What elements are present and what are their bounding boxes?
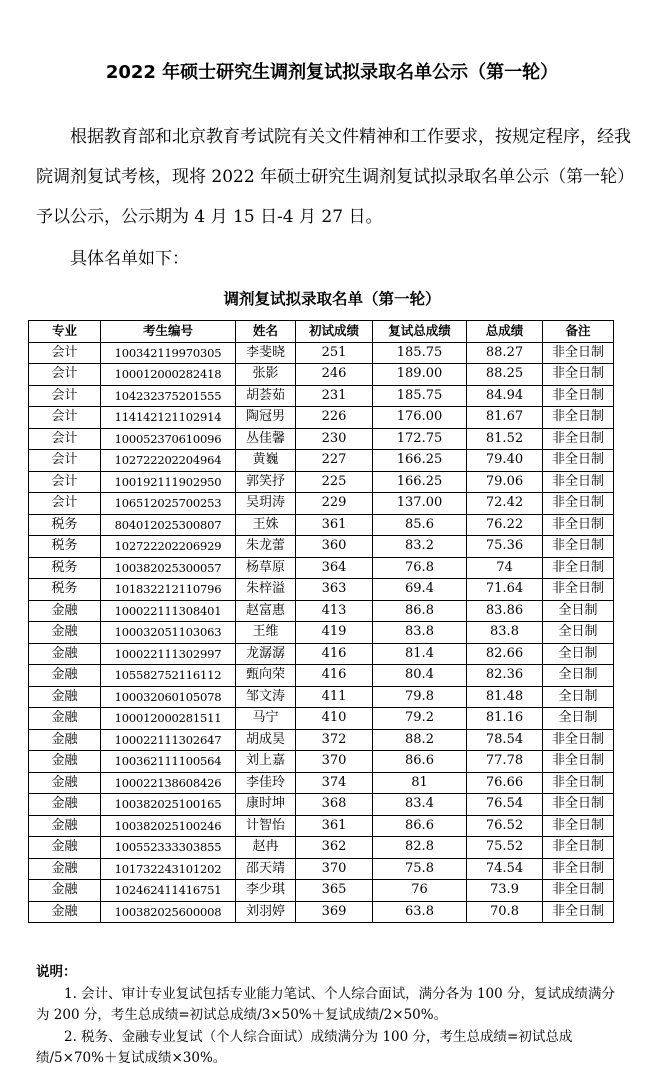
- cell-remark: 非全日制: [543, 579, 614, 601]
- cell-initial-score: 370: [296, 858, 373, 880]
- cell-major: 金融: [29, 665, 101, 687]
- cell-retest-score: 83.4: [373, 794, 467, 816]
- cell-major: 金融: [29, 708, 101, 730]
- table-header-row: [29, 321, 614, 343]
- cell-name: 计智怡: [236, 815, 296, 837]
- cell-retest-score: 185.75: [373, 385, 467, 407]
- table-row: [29, 751, 614, 773]
- cell-major: 会计: [29, 471, 101, 493]
- note-item: 1. 会计、审计专业复试包括专业能力笔试、个人综合面试，满分各为 100 分，复试成绩满分为 200 分，考生总成绩=初试总成绩/3×50%＋复试成绩/2×50%。: [36, 985, 616, 1023]
- cell-initial-score: 372: [296, 729, 373, 751]
- cell-name: 李斐晓: [236, 342, 296, 364]
- cell-major: 税务: [29, 557, 101, 579]
- table-row: [29, 815, 614, 837]
- cell-total-score: 75.36: [467, 536, 543, 558]
- cell-candidate-id: 102462411416751: [101, 880, 236, 902]
- header-candidate-id: 考生编号: [101, 321, 236, 343]
- cell-name: 杨草原: [236, 557, 296, 579]
- cell-initial-score: 411: [296, 686, 373, 708]
- cell-name: 刘羽婷: [236, 901, 296, 923]
- admission-table: [28, 320, 614, 923]
- cell-remark: 非全日制: [543, 729, 614, 751]
- cell-retest-score: 75.8: [373, 858, 467, 880]
- table-row: [29, 858, 614, 880]
- cell-candidate-id: 114142121102914: [101, 407, 236, 429]
- cell-retest-score: 86.6: [373, 815, 467, 837]
- cell-total-score: 81.16: [467, 708, 543, 730]
- header-major: 专业: [29, 321, 101, 343]
- cell-remark: 非全日制: [543, 751, 614, 773]
- header-name: 姓名: [236, 321, 296, 343]
- table-row: [29, 557, 614, 579]
- cell-candidate-id: 100382025300057: [101, 557, 236, 579]
- table-row: [29, 729, 614, 751]
- cell-remark: 非全日制: [543, 557, 614, 579]
- cell-remark: 非全日制: [543, 837, 614, 859]
- cell-major: 会计: [29, 364, 101, 386]
- cell-major: 金融: [29, 751, 101, 773]
- cell-retest-score: 83.8: [373, 622, 467, 644]
- cell-initial-score: 374: [296, 772, 373, 794]
- cell-major: 金融: [29, 858, 101, 880]
- cell-total-score: 73.9: [467, 880, 543, 902]
- cell-major: 金融: [29, 729, 101, 751]
- table-row: [29, 536, 614, 558]
- table-row: [29, 901, 614, 923]
- cell-remark: 全日制: [543, 665, 614, 687]
- header-initial-score: 初试成绩: [296, 321, 373, 343]
- cell-initial-score: 225: [296, 471, 373, 493]
- table-row: [29, 600, 614, 622]
- table-row: [29, 364, 614, 386]
- cell-candidate-id: 106512025700253: [101, 493, 236, 515]
- cell-candidate-id: 100022111302997: [101, 643, 236, 665]
- cell-major: 会计: [29, 428, 101, 450]
- cell-retest-score: 185.75: [373, 342, 467, 364]
- cell-candidate-id: 100032051103063: [101, 622, 236, 644]
- notes-heading: 说明：: [36, 964, 77, 980]
- cell-name: 邵天靖: [236, 858, 296, 880]
- intro-text: 根据教育部和北京教育考试院有关文件精神和工作要求，按规定程序，经我院调剂复试考核，现将 2022 年硕士研究生调剂复试拟录取名单公示（第一轮）予以公示，公示期为 4 月 15 日-4 月 27 日。: [36, 127, 635, 227]
- header-total-score: 总成绩: [467, 321, 543, 343]
- list-lead-text: 具体名单如下：: [70, 249, 189, 269]
- cell-remark: 非全日制: [543, 493, 614, 515]
- cell-major: 会计: [29, 450, 101, 472]
- cell-major: 金融: [29, 901, 101, 923]
- cell-candidate-id: 100022111302647: [101, 729, 236, 751]
- table-row: [29, 579, 614, 601]
- cell-initial-score: 230: [296, 428, 373, 450]
- cell-initial-score: 413: [296, 600, 373, 622]
- cell-name: 马宁: [236, 708, 296, 730]
- table-title: 调剂复试拟录取名单（第一轮）: [223, 290, 441, 308]
- cell-total-score: 70.8: [467, 901, 543, 923]
- cell-initial-score: 361: [296, 815, 373, 837]
- cell-major: 金融: [29, 622, 101, 644]
- cell-name: 赵富惠: [236, 600, 296, 622]
- cell-total-score: 76.66: [467, 772, 543, 794]
- cell-candidate-id: 100012000282418: [101, 364, 236, 386]
- cell-initial-score: 246: [296, 364, 373, 386]
- cell-major: 税务: [29, 514, 101, 536]
- cell-retest-score: 69.4: [373, 579, 467, 601]
- cell-candidate-id: 100032060105078: [101, 686, 236, 708]
- cell-total-score: 84.94: [467, 385, 543, 407]
- cell-major: 会计: [29, 385, 101, 407]
- cell-major: 会计: [29, 342, 101, 364]
- cell-total-score: 81.67: [467, 407, 543, 429]
- cell-name: 李少琪: [236, 880, 296, 902]
- table-row: [29, 450, 614, 472]
- cell-remark: 非全日制: [543, 514, 614, 536]
- cell-candidate-id: 100382025600008: [101, 901, 236, 923]
- cell-remark: 非全日制: [543, 815, 614, 837]
- cell-retest-score: 80.4: [373, 665, 467, 687]
- cell-remark: 全日制: [543, 600, 614, 622]
- cell-remark: 非全日制: [543, 772, 614, 794]
- cell-total-score: 83.8: [467, 622, 543, 644]
- cell-total-score: 74.54: [467, 858, 543, 880]
- cell-name: 康时坤: [236, 794, 296, 816]
- cell-initial-score: 416: [296, 643, 373, 665]
- cell-name: 王姝: [236, 514, 296, 536]
- cell-total-score: 77.78: [467, 751, 543, 773]
- cell-candidate-id: 100552333303855: [101, 837, 236, 859]
- cell-retest-score: 82.8: [373, 837, 467, 859]
- cell-retest-score: 86.6: [373, 751, 467, 773]
- cell-retest-score: 85.6: [373, 514, 467, 536]
- cell-remark: 全日制: [543, 643, 614, 665]
- table-row: [29, 622, 614, 644]
- cell-major: 金融: [29, 794, 101, 816]
- cell-candidate-id: 101732243101202: [101, 858, 236, 880]
- cell-total-score: 74: [467, 557, 543, 579]
- cell-candidate-id: 104232375201555: [101, 385, 236, 407]
- table-row: [29, 428, 614, 450]
- cell-initial-score: 251: [296, 342, 373, 364]
- cell-candidate-id: 100192111902950: [101, 471, 236, 493]
- cell-major: 金融: [29, 643, 101, 665]
- cell-major: 金融: [29, 837, 101, 859]
- cell-retest-score: 81.4: [373, 643, 467, 665]
- cell-initial-score: 365: [296, 880, 373, 902]
- cell-name: 胡荟茹: [236, 385, 296, 407]
- cell-initial-score: 416: [296, 665, 373, 687]
- cell-initial-score: 364: [296, 557, 373, 579]
- cell-initial-score: 362: [296, 837, 373, 859]
- cell-remark: 非全日制: [543, 536, 614, 558]
- cell-retest-score: 172.75: [373, 428, 467, 450]
- cell-initial-score: 360: [296, 536, 373, 558]
- cell-major: 金融: [29, 686, 101, 708]
- cell-total-score: 82.66: [467, 643, 543, 665]
- cell-remark: 非全日制: [543, 450, 614, 472]
- cell-remark: 非全日制: [543, 407, 614, 429]
- cell-retest-score: 166.25: [373, 471, 467, 493]
- cell-total-score: 75.52: [467, 837, 543, 859]
- cell-major: 金融: [29, 600, 101, 622]
- cell-remark: 全日制: [543, 708, 614, 730]
- note-item: 2. 税务、金融专业复试（个人综合面试）成绩满分为 100 分，考生总成绩=初试总成绩/5×70%＋复试成绩×30%。: [36, 1028, 573, 1066]
- cell-candidate-id: 100382025100246: [101, 815, 236, 837]
- cell-total-score: 72.42: [467, 493, 543, 515]
- cell-name: 郭笑抒: [236, 471, 296, 493]
- cell-remark: 非全日制: [543, 342, 614, 364]
- cell-total-score: 76.54: [467, 794, 543, 816]
- cell-candidate-id: 102722202206929: [101, 536, 236, 558]
- cell-candidate-id: 100012000281511: [101, 708, 236, 730]
- cell-total-score: 71.64: [467, 579, 543, 601]
- cell-retest-score: 166.25: [373, 450, 467, 472]
- cell-remark: 全日制: [543, 622, 614, 644]
- table-row: [29, 708, 614, 730]
- cell-initial-score: 419: [296, 622, 373, 644]
- cell-initial-score: 361: [296, 514, 373, 536]
- cell-name: 吴玥涛: [236, 493, 296, 515]
- table-body: [29, 342, 614, 923]
- cell-initial-score: 370: [296, 751, 373, 773]
- cell-name: 张影: [236, 364, 296, 386]
- cell-remark: 非全日制: [543, 901, 614, 923]
- cell-remark: 非全日制: [543, 428, 614, 450]
- cell-major: 税务: [29, 579, 101, 601]
- cell-name: 赵冉: [236, 837, 296, 859]
- cell-major: 金融: [29, 815, 101, 837]
- page-title: 2022 年硕士研究生调剂复试拟录取名单公示（第一轮）: [105, 62, 559, 83]
- table-row: [29, 385, 614, 407]
- table-row: [29, 342, 614, 364]
- cell-remark: 全日制: [543, 686, 614, 708]
- cell-remark: 非全日制: [543, 858, 614, 880]
- cell-total-score: 79.06: [467, 471, 543, 493]
- notes-section: [36, 962, 626, 1070]
- cell-candidate-id: 100362111100564: [101, 751, 236, 773]
- cell-name: 朱梓溢: [236, 579, 296, 601]
- cell-name: 朱龙蕾: [236, 536, 296, 558]
- cell-total-score: 78.54: [467, 729, 543, 751]
- cell-initial-score: 229: [296, 493, 373, 515]
- cell-retest-score: 137.00: [373, 493, 467, 515]
- cell-total-score: 81.52: [467, 428, 543, 450]
- cell-retest-score: 176.00: [373, 407, 467, 429]
- intro-paragraph: [36, 117, 636, 237]
- cell-name: 王维: [236, 622, 296, 644]
- header-remark: 备注: [543, 321, 614, 343]
- cell-retest-score: 63.8: [373, 901, 467, 923]
- cell-major: 金融: [29, 772, 101, 794]
- cell-major: 金融: [29, 880, 101, 902]
- cell-initial-score: 368: [296, 794, 373, 816]
- cell-total-score: 79.40: [467, 450, 543, 472]
- cell-total-score: 88.27: [467, 342, 543, 364]
- list-lead-paragraph: [36, 239, 636, 279]
- cell-candidate-id: 100022111308401: [101, 600, 236, 622]
- table-row: [29, 493, 614, 515]
- cell-remark: 非全日制: [543, 364, 614, 386]
- cell-initial-score: 369: [296, 901, 373, 923]
- cell-candidate-id: 102722202204964: [101, 450, 236, 472]
- cell-candidate-id: 105582752116112: [101, 665, 236, 687]
- cell-retest-score: 76.8: [373, 557, 467, 579]
- cell-initial-score: 363: [296, 579, 373, 601]
- cell-total-score: 81.48: [467, 686, 543, 708]
- cell-retest-score: 88.2: [373, 729, 467, 751]
- cell-name: 龙潺潺: [236, 643, 296, 665]
- table-row: [29, 794, 614, 816]
- cell-major: 税务: [29, 536, 101, 558]
- cell-name: 丛佳馨: [236, 428, 296, 450]
- cell-remark: 非全日制: [543, 385, 614, 407]
- cell-retest-score: 83.2: [373, 536, 467, 558]
- table-row: [29, 686, 614, 708]
- cell-remark: 非全日制: [543, 471, 614, 493]
- cell-initial-score: 226: [296, 407, 373, 429]
- cell-total-score: 76.52: [467, 815, 543, 837]
- cell-candidate-id: 100342119970305: [101, 342, 236, 364]
- cell-candidate-id: 100022138608426: [101, 772, 236, 794]
- table-row: [29, 471, 614, 493]
- cell-total-score: 82.36: [467, 665, 543, 687]
- cell-name: 李佳玲: [236, 772, 296, 794]
- table-row: [29, 643, 614, 665]
- cell-name: 邹文涛: [236, 686, 296, 708]
- table-row: [29, 514, 614, 536]
- cell-initial-score: 410: [296, 708, 373, 730]
- table-row: [29, 665, 614, 687]
- cell-retest-score: 86.8: [373, 600, 467, 622]
- cell-total-score: 88.25: [467, 364, 543, 386]
- cell-candidate-id: 100052370610096: [101, 428, 236, 450]
- header-retest-score: 复试总成绩: [373, 321, 467, 343]
- cell-retest-score: 76: [373, 880, 467, 902]
- cell-initial-score: 231: [296, 385, 373, 407]
- cell-name: 刘上嘉: [236, 751, 296, 773]
- table-row: [29, 772, 614, 794]
- table-row: [29, 880, 614, 902]
- cell-remark: 非全日制: [543, 880, 614, 902]
- cell-name: 胡成昊: [236, 729, 296, 751]
- cell-major: 会计: [29, 493, 101, 515]
- cell-initial-score: 227: [296, 450, 373, 472]
- cell-retest-score: 79.8: [373, 686, 467, 708]
- cell-candidate-id: 101832212110796: [101, 579, 236, 601]
- cell-remark: 非全日制: [543, 794, 614, 816]
- cell-name: 陶冠男: [236, 407, 296, 429]
- cell-major: 会计: [29, 407, 101, 429]
- table-row: [29, 837, 614, 859]
- cell-candidate-id: 100382025100165: [101, 794, 236, 816]
- cell-candidate-id: 804012025300807: [101, 514, 236, 536]
- cell-retest-score: 189.00: [373, 364, 467, 386]
- cell-total-score: 76.22: [467, 514, 543, 536]
- cell-retest-score: 79.2: [373, 708, 467, 730]
- cell-total-score: 83.86: [467, 600, 543, 622]
- table-row: [29, 407, 614, 429]
- cell-name: 甄向荣: [236, 665, 296, 687]
- cell-name: 黄巍: [236, 450, 296, 472]
- cell-retest-score: 81: [373, 772, 467, 794]
